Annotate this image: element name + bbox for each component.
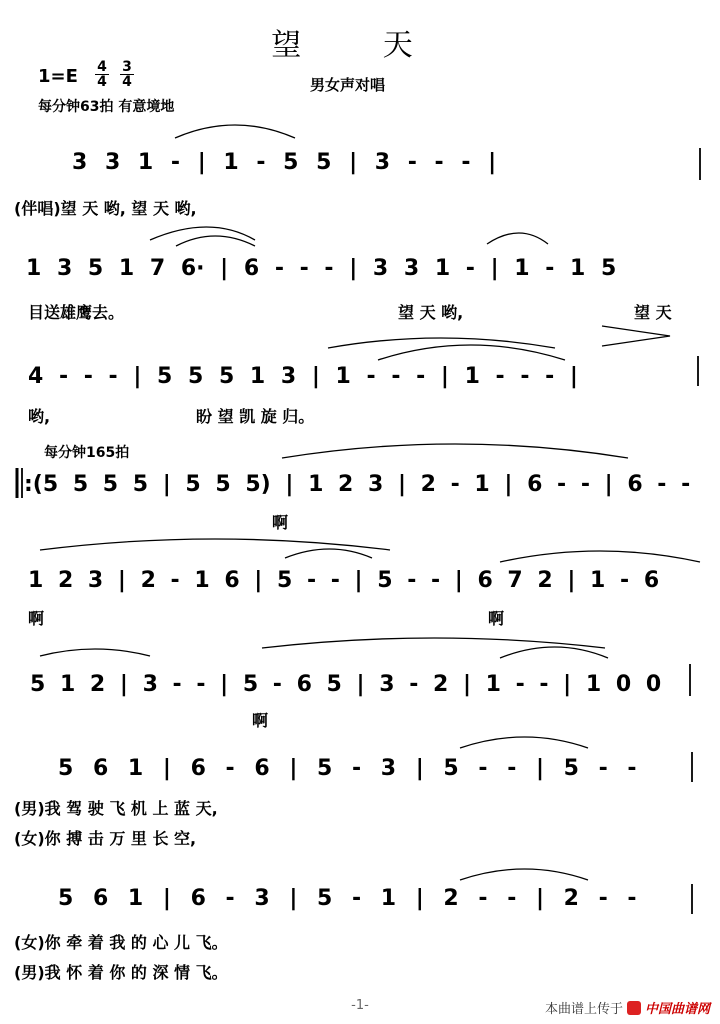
performers-label: 男女声对唱 — [310, 76, 386, 94]
lyric-row-2a: 目送雄鹰去。 — [28, 303, 125, 322]
slur-5a — [40, 539, 390, 550]
notation-row-6: 5 1 2 | 3 - - | 5 - 6 5 | 3 - 2 | 1 - - | 1 0 0 — [30, 672, 662, 697]
slur-6c — [500, 647, 608, 658]
lyric-row-5a: 啊 — [28, 609, 45, 628]
tempo-marking-1: 每分钟63拍 有意境地 — [38, 99, 175, 115]
key-signature: 1=E — [38, 66, 78, 87]
lyric-row-4: 啊 — [272, 513, 289, 532]
notation-row-3: 4 - - - | 5 5 5 1 3 | 1 - - - | 1 - - - | — [28, 364, 578, 389]
site-logo-icon — [627, 1001, 641, 1015]
page-number: -1- — [351, 998, 369, 1013]
notation-row-7: 5 6 1 | 6 - 6 | 5 - 3 | 5 - - | 5 - - — [58, 756, 637, 781]
lyric-row-8b: (男)我 怀 着 你 的 深 情 飞。 — [14, 963, 228, 982]
slur-2b — [176, 236, 255, 246]
crescendo-mark — [602, 326, 670, 346]
slur-2a — [150, 227, 255, 240]
lyric-row-1: (伴唱)望 天 哟, 望 天 哟, — [14, 199, 197, 218]
time-signature-3-4: 3 4 — [120, 60, 134, 89]
song-title: 望 天 — [271, 28, 449, 63]
lyric-row-7a: (男)我 驾 驶 飞 机 上 蓝 天, — [14, 799, 218, 818]
tempo-marking-2: 每分钟165拍 — [44, 445, 130, 461]
lyric-row-7b: (女)你 搏 击 万 里 长 空, — [14, 829, 197, 848]
upload-credit — [545, 998, 710, 1017]
slur-2c — [487, 233, 548, 244]
lyric-row-8a: (女)你 牵 着 我 的 心 儿 飞。 — [14, 933, 228, 952]
lyric-row-2c: 望 天 — [634, 303, 672, 322]
notation-row-4: :(5 5 5 5 | 5 5 5) | 1 2 3 | 2 - 1 | 6 - - | 6 - - — [24, 472, 691, 497]
slur-7 — [460, 737, 588, 748]
notation-row-2: 1 3 5 1 7 6· | 6 - - - | 3 3 1 - | 1 - 1 5 — [26, 256, 617, 281]
notation-row-8: 5 6 1 | 6 - 3 | 5 - 1 | 2 - - | 2 - - — [58, 886, 637, 911]
site-logo-text: 中国曲谱网 — [644, 1002, 710, 1017]
lyric-row-3a: 哟, — [28, 407, 51, 426]
time-signature-4-4: 4 4 — [95, 60, 109, 89]
credit-text: 本曲谱上传于 — [544, 1002, 623, 1017]
slur-4 — [282, 444, 628, 458]
slur-8 — [460, 869, 588, 880]
notation-row-5: 1 2 3 | 2 - 1 6 | 5 - - | 5 - - | 6 7 2 | 1 - 6 — [28, 568, 660, 593]
lyric-row-5b: 啊 — [488, 609, 505, 628]
lyric-row-2b: 望 天 哟, — [398, 303, 464, 322]
slur-1 — [175, 125, 295, 138]
notation-row-1: 3 3 1 - | 1 - 5 5 | 3 - - - | — [72, 150, 497, 175]
slur-6a — [40, 649, 150, 656]
lyric-row-3b: 盼 望 凯 旋 归。 — [196, 407, 315, 426]
slur-3b — [378, 345, 565, 360]
slur-5b — [285, 549, 372, 558]
slur-5c — [500, 551, 700, 562]
lyric-row-6: 啊 — [252, 711, 269, 730]
